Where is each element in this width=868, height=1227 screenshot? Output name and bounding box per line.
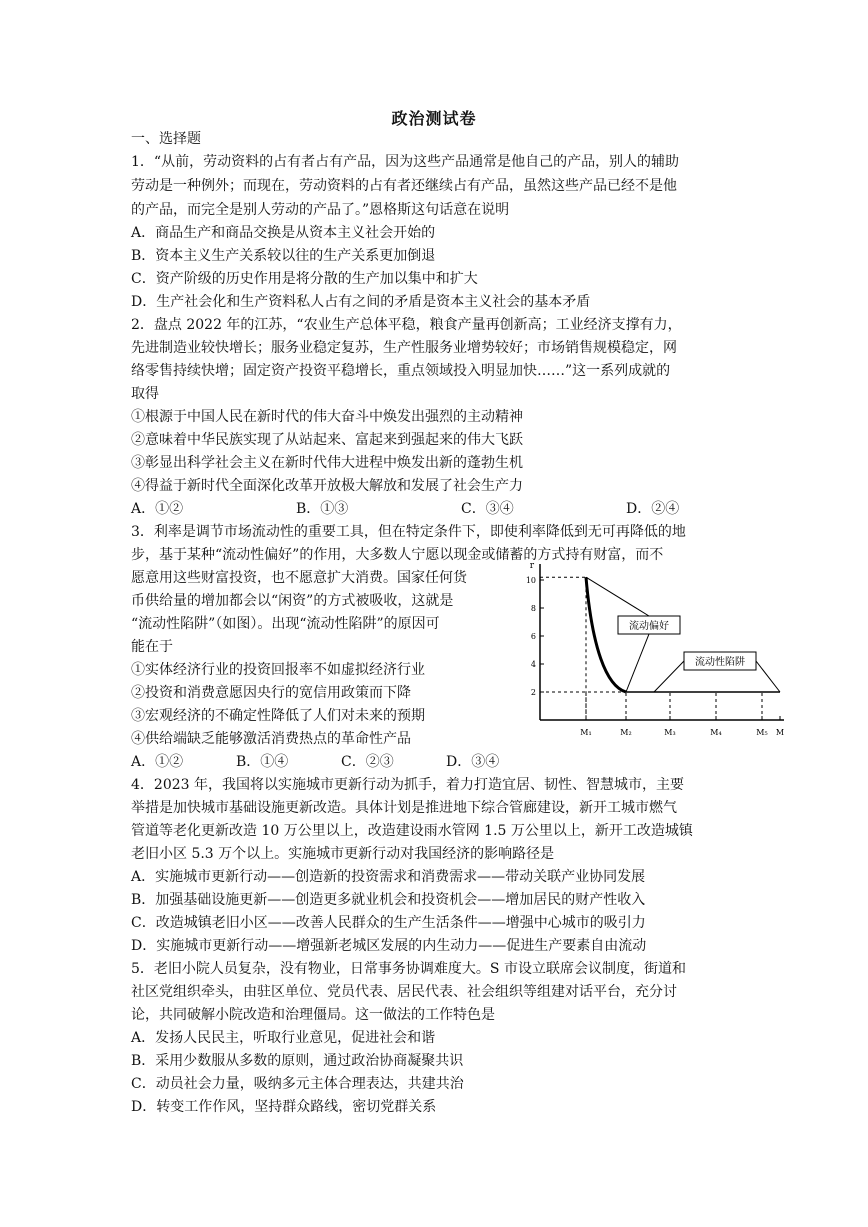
q1-option: D．生产社会化和生产资料私人占有之间的矛盾是资本主义社会的基本矛盾 bbox=[131, 294, 591, 310]
q2-option-a: A．①② bbox=[131, 501, 184, 517]
q2-option-b: B．①③ bbox=[296, 501, 349, 517]
q3-option-c: C．②③ bbox=[341, 754, 394, 770]
y-tick-label: 2 bbox=[530, 688, 536, 697]
label-pointer bbox=[626, 634, 649, 692]
x-tick-label: M₁ bbox=[580, 728, 592, 737]
q2-statement: ①根源于中国人民在新时代的伟大奋斗中焕发出强烈的主动精神 bbox=[131, 409, 523, 425]
q2-stem-line: 2．盘点 2022 年的江苏，“农业生产总体平稳，粮食产量再创新高；工业经济支撑有力， bbox=[131, 317, 682, 333]
x-tick-label: M₂ bbox=[620, 728, 632, 737]
q4-option: A．实施城市更新行动——创造新的投资需求和消费需求——带动关联产业协同发展 bbox=[131, 869, 646, 885]
q3-statement: ③宏观经济的不确定性降低了人们对未来的预期 bbox=[131, 708, 425, 724]
q4-option: D．实施城市更新行动——增强新老城区发展的内生动力——促进生产要素自由流动 bbox=[131, 938, 647, 954]
section-heading: 一、选择题 bbox=[131, 131, 201, 147]
label-pointer bbox=[756, 661, 780, 692]
q1-stem-line: 1．“从前，劳动资料的占有者占有产品，因为这些产品通常是他自己的产品，别人的辅助 bbox=[131, 154, 680, 170]
q3-statement: ④供给端缺乏能够激活消费热点的革命性产品 bbox=[131, 731, 411, 747]
q5-stem-line: 社区党组织牵头，由驻区单位、党员代表、居民代表、社会组织等组建对话平台，充分讨 bbox=[131, 984, 677, 1000]
q3-statement: ①实体经济行业的投资回报率不如虚拟经济行业 bbox=[131, 662, 425, 678]
q4-stem-line: 举措是加快城市基础设施更新改造。具体计划是推进地下综合管廊建设，新开工城市燃气 bbox=[131, 800, 677, 816]
q5-stem-line: 论，共同破解小院改造和治理僵局。这一做法的工作特色是 bbox=[131, 1007, 495, 1023]
label-pointer bbox=[586, 577, 649, 616]
q3-option-d: D．③④ bbox=[446, 754, 500, 770]
q3-stem-line: “流动性陷阱”（如图）。出现“流动性陷阱”的原因可 bbox=[131, 616, 440, 632]
q2-option-d: D．②④ bbox=[626, 501, 680, 517]
q2-statement: ③彰显出科学社会主义在新时代伟大进程中焕发出新的蓬勃生机 bbox=[131, 455, 523, 471]
q2-stem-line: 络零售持续快增；固定资产投资平稳增长，重点领域投入明显加快……”这一系列成就的 bbox=[131, 363, 671, 379]
page-title: 政治测试卷 bbox=[391, 109, 477, 128]
q2-statement: ②意味着中华民族实现了从站起来、富起来到强起来的伟大飞跃 bbox=[131, 432, 523, 448]
q1-stem-line: 劳动是一种例外；而现在，劳动资料的占有者还继续占有产品，虽然这些产品已经不是他 bbox=[131, 178, 677, 194]
q1-option: A．商品生产和商品交换是从资本主义社会开始的 bbox=[131, 225, 436, 241]
q1-option: C．资产阶级的历史作用是将分散的生产加以集中和扩大 bbox=[131, 271, 478, 287]
y-tick-label: 6 bbox=[530, 632, 536, 641]
q5-option: C．动员社会力量，吸纳多元主体合理表达，共建共治 bbox=[131, 1076, 464, 1092]
label-pointer bbox=[654, 661, 684, 692]
q5-option: A．发扬人民民主，听取行业意见，促进社会和谐 bbox=[131, 1030, 436, 1046]
y-tick-label: 4 bbox=[530, 660, 536, 669]
y-axis-label: r bbox=[529, 561, 534, 571]
x-tick-label: M bbox=[775, 728, 785, 737]
x-tick-label: M₃ bbox=[664, 728, 676, 737]
q3-stem-line: 3．利率是调节市场流动性的重要工具，但在特定条件下，即使利率降低到无可再降低的地 bbox=[131, 524, 686, 540]
q3-statement: ②投资和消费意愿因央行的宽信用政策而下降 bbox=[131, 685, 411, 701]
q3-option-b: B．①④ bbox=[236, 754, 289, 770]
q5-option: B．采用少数服从多数的原则，通过政治协商凝聚共识 bbox=[131, 1053, 464, 1069]
q5-option: D．转变工作作风，坚持群众路线，密切党群关系 bbox=[131, 1099, 437, 1115]
annotation-liquidity-preference: 流动偏好 bbox=[629, 621, 669, 632]
q1-stem-line: 的产品，而完全是别人劳动的产品了。”恩格斯这句话意在说明 bbox=[131, 202, 510, 218]
x-tick-label: M₄ bbox=[710, 728, 722, 737]
q4-stem-line: 老旧小区 5.3 万个以上。实施城市更新行动对我国经济的影响路径是 bbox=[131, 846, 555, 862]
q4-option: B．加强基础设施更新——创造更多就业机会和投资机会——增加居民的财产性收入 bbox=[131, 892, 646, 908]
annotation-liquidity-trap: 流动性陷阱 bbox=[695, 657, 745, 668]
q4-stem-line: 管道等老化更新改造 10 万公里以上，改造建设雨水管网 1.5 万公里以上，新开工改造城镇 bbox=[131, 823, 693, 839]
q2-stem-line: 先进制造业较快增长；服务业稳定复苏，生产性服务业增势较好；市场销售规模稳定，网 bbox=[131, 340, 677, 356]
q3-stem-line: 能在于 bbox=[131, 639, 173, 655]
q4-option: C．改造城镇老旧小区——改善人民群众的生产生活条件——增强中心城市的吸引力 bbox=[131, 915, 646, 931]
q5-stem-line: 5．老旧小院人员复杂，没有物业，日常事务协调难度大。S 市设立联席会议制度，街道和 bbox=[131, 961, 686, 977]
y-tick-label: 8 bbox=[530, 604, 536, 613]
q2-option-c: C．③④ bbox=[461, 501, 514, 517]
q2-stem-line: 取得 bbox=[131, 386, 159, 402]
x-tick-label: M₅ bbox=[756, 728, 768, 737]
q3-stem-line: 币供给量的增加都会以“闲资”的方式被吸收，这就是 bbox=[131, 593, 454, 609]
liquidity-preference-curve bbox=[586, 577, 626, 692]
q3-stem-line: 步，基于某种“流动性偏好”的作用，大多数人宁愿以现金或储蓄的方式持有财富，而不 bbox=[131, 547, 664, 563]
q3-stem-line: 愿意用这些财富投资，也不愿意扩大消费。国家任何货 bbox=[131, 570, 467, 586]
q3-option-a: A．①② bbox=[131, 754, 184, 770]
liquidity-trap-chart bbox=[518, 560, 788, 740]
q1-option: B．资本主义生产关系较以往的生产关系更加倒退 bbox=[131, 248, 436, 264]
q4-stem-line: 4．2023 年，我国将以实施城市更新行动为抓手，着力打造宜居、韧性、智慧城市，主要 bbox=[131, 777, 684, 793]
y-tick-label: 10 bbox=[525, 576, 536, 585]
q2-statement: ④得益于新时代全面深化改革开放极大解放和发展了社会生产力 bbox=[131, 478, 523, 494]
